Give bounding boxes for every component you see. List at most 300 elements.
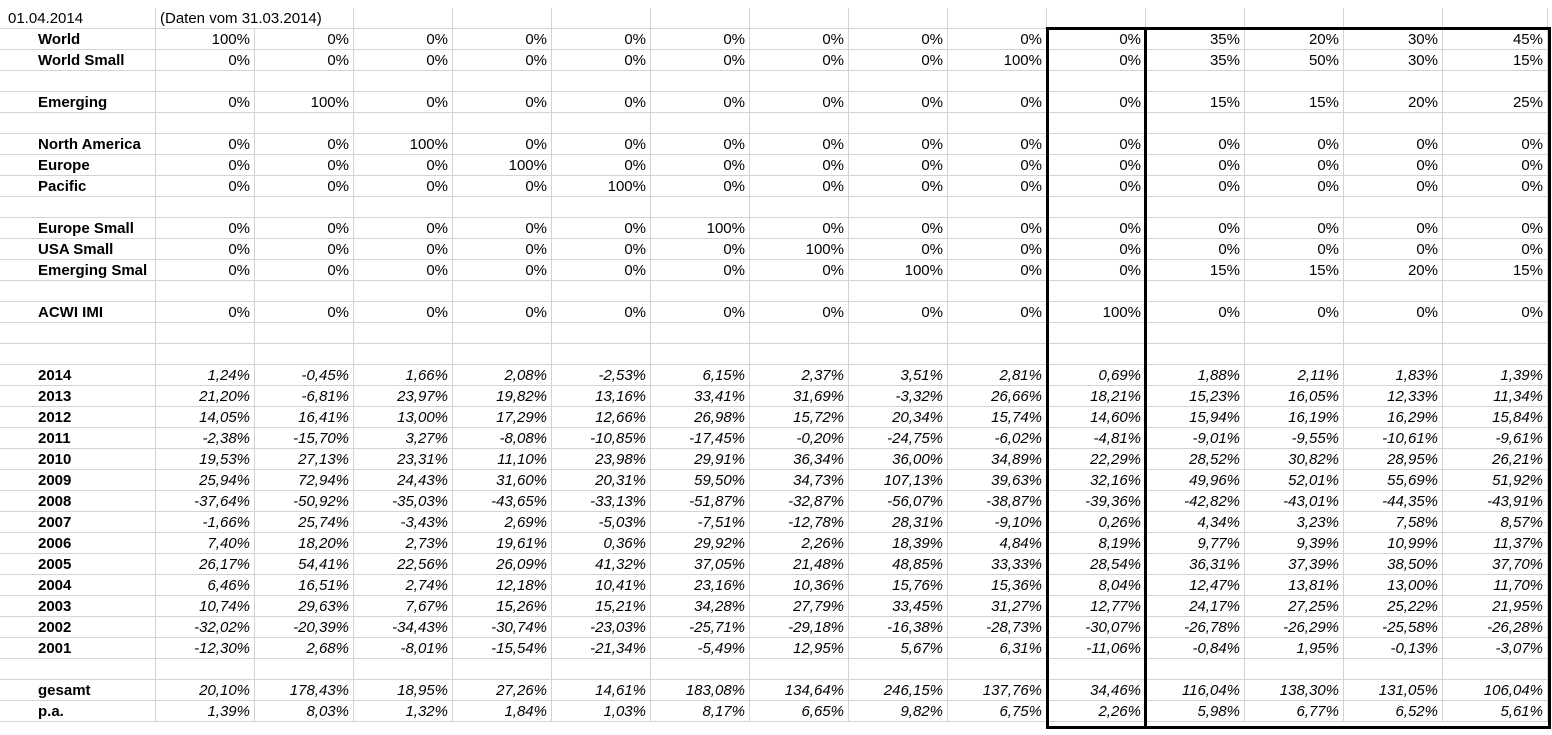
- return-cell[interactable]: 16,51%: [255, 575, 354, 596]
- empty-cell[interactable]: [1443, 281, 1548, 302]
- empty-cell[interactable]: [255, 71, 354, 92]
- return-cell[interactable]: -0,84%: [1146, 638, 1245, 659]
- empty-cell[interactable]: [1146, 113, 1245, 134]
- empty-cell[interactable]: [651, 659, 750, 680]
- return-cell[interactable]: 2,73%: [354, 533, 453, 554]
- value-cell[interactable]: 0%: [156, 302, 255, 323]
- empty-cell[interactable]: [552, 71, 651, 92]
- return-cell[interactable]: 59,50%: [651, 470, 750, 491]
- year-label[interactable]: 2002: [0, 617, 156, 638]
- value-cell[interactable]: 0%: [1245, 239, 1344, 260]
- empty-cell[interactable]: [1344, 344, 1443, 365]
- value-cell[interactable]: 0%: [156, 155, 255, 176]
- value-cell[interactable]: 100%: [1047, 302, 1146, 323]
- return-cell[interactable]: -21,34%: [552, 638, 651, 659]
- value-cell[interactable]: 0%: [354, 50, 453, 71]
- empty-cell[interactable]: [1443, 113, 1548, 134]
- return-cell[interactable]: 20,31%: [552, 470, 651, 491]
- value-cell[interactable]: 0%: [849, 302, 948, 323]
- empty-cell[interactable]: [948, 659, 1047, 680]
- summary-cell[interactable]: 5,98%: [1146, 701, 1245, 722]
- value-cell[interactable]: 0%: [255, 134, 354, 155]
- empty-cell[interactable]: [750, 71, 849, 92]
- empty-cell[interactable]: [948, 8, 1047, 29]
- return-cell[interactable]: 27,79%: [750, 596, 849, 617]
- empty-cell[interactable]: [948, 281, 1047, 302]
- return-cell[interactable]: -17,45%: [651, 428, 750, 449]
- return-cell[interactable]: -32,02%: [156, 617, 255, 638]
- return-cell[interactable]: 10,36%: [750, 575, 849, 596]
- return-cell[interactable]: 12,66%: [552, 407, 651, 428]
- return-cell[interactable]: -44,35%: [1344, 491, 1443, 512]
- return-cell[interactable]: 17,29%: [453, 407, 552, 428]
- row-label[interactable]: World: [0, 29, 156, 50]
- empty-cell[interactable]: [552, 197, 651, 218]
- summary-cell[interactable]: 246,15%: [849, 680, 948, 701]
- value-cell[interactable]: 0%: [1443, 134, 1548, 155]
- row-label[interactable]: World Small: [0, 50, 156, 71]
- value-cell[interactable]: 0%: [453, 302, 552, 323]
- empty-cell[interactable]: [255, 344, 354, 365]
- empty-cell[interactable]: [156, 71, 255, 92]
- return-cell[interactable]: -16,38%: [849, 617, 948, 638]
- summary-cell[interactable]: 131,05%: [1344, 680, 1443, 701]
- return-cell[interactable]: 19,61%: [453, 533, 552, 554]
- empty-cell[interactable]: [1047, 344, 1146, 365]
- value-cell[interactable]: 0%: [849, 176, 948, 197]
- value-cell[interactable]: 15%: [1443, 260, 1548, 281]
- return-cell[interactable]: 3,23%: [1245, 512, 1344, 533]
- empty-cell[interactable]: [1146, 281, 1245, 302]
- return-cell[interactable]: -3,43%: [354, 512, 453, 533]
- return-cell[interactable]: 27,13%: [255, 449, 354, 470]
- return-cell[interactable]: -34,43%: [354, 617, 453, 638]
- row-label[interactable]: ACWI IMI: [0, 302, 156, 323]
- row-label[interactable]: Pacific: [0, 176, 156, 197]
- year-label[interactable]: 2011: [0, 428, 156, 449]
- summary-cell[interactable]: 5,61%: [1443, 701, 1548, 722]
- empty-cell[interactable]: [750, 659, 849, 680]
- value-cell[interactable]: 100%: [651, 218, 750, 239]
- empty-cell[interactable]: [1146, 197, 1245, 218]
- value-cell[interactable]: 0%: [651, 50, 750, 71]
- return-cell[interactable]: 1,95%: [1245, 638, 1344, 659]
- value-cell[interactable]: 15%: [1146, 260, 1245, 281]
- empty-cell[interactable]: [1146, 8, 1245, 29]
- row-label[interactable]: USA Small: [0, 239, 156, 260]
- return-cell[interactable]: 54,41%: [255, 554, 354, 575]
- value-cell[interactable]: 20%: [1245, 29, 1344, 50]
- return-cell[interactable]: 51,92%: [1443, 470, 1548, 491]
- value-cell[interactable]: 0%: [1245, 134, 1344, 155]
- empty-cell[interactable]: [354, 8, 453, 29]
- summary-cell[interactable]: 1,84%: [453, 701, 552, 722]
- empty-cell[interactable]: [948, 344, 1047, 365]
- summary-cell[interactable]: 6,77%: [1245, 701, 1344, 722]
- empty-cell[interactable]: [1047, 197, 1146, 218]
- empty-cell[interactable]: [750, 281, 849, 302]
- empty-cell[interactable]: [1245, 8, 1344, 29]
- return-cell[interactable]: -43,01%: [1245, 491, 1344, 512]
- value-cell[interactable]: 0%: [354, 239, 453, 260]
- value-cell[interactable]: 100%: [255, 92, 354, 113]
- value-cell[interactable]: 15%: [1245, 92, 1344, 113]
- empty-cell[interactable]: [255, 659, 354, 680]
- empty-cell[interactable]: [552, 344, 651, 365]
- return-cell[interactable]: -29,18%: [750, 617, 849, 638]
- return-cell[interactable]: -12,78%: [750, 512, 849, 533]
- value-cell[interactable]: 100%: [453, 155, 552, 176]
- year-label[interactable]: 2013: [0, 386, 156, 407]
- return-cell[interactable]: 18,21%: [1047, 386, 1146, 407]
- empty-cell[interactable]: [156, 281, 255, 302]
- return-cell[interactable]: -5,49%: [651, 638, 750, 659]
- value-cell[interactable]: 0%: [255, 176, 354, 197]
- return-cell[interactable]: 8,04%: [1047, 575, 1146, 596]
- return-cell[interactable]: -9,55%: [1245, 428, 1344, 449]
- return-cell[interactable]: -11,06%: [1047, 638, 1146, 659]
- value-cell[interactable]: 0%: [255, 302, 354, 323]
- summary-label[interactable]: gesamt: [0, 680, 156, 701]
- year-label[interactable]: 2001: [0, 638, 156, 659]
- value-cell[interactable]: 0%: [552, 92, 651, 113]
- return-cell[interactable]: 27,25%: [1245, 596, 1344, 617]
- return-cell[interactable]: 14,60%: [1047, 407, 1146, 428]
- value-cell[interactable]: 0%: [453, 218, 552, 239]
- year-label[interactable]: 2010: [0, 449, 156, 470]
- return-cell[interactable]: 31,69%: [750, 386, 849, 407]
- value-cell[interactable]: 0%: [948, 218, 1047, 239]
- return-cell[interactable]: 29,92%: [651, 533, 750, 554]
- return-cell[interactable]: -15,54%: [453, 638, 552, 659]
- empty-cell[interactable]: [1047, 281, 1146, 302]
- value-cell[interactable]: 0%: [1146, 155, 1245, 176]
- return-cell[interactable]: 52,01%: [1245, 470, 1344, 491]
- return-cell[interactable]: 21,20%: [156, 386, 255, 407]
- return-cell[interactable]: 15,74%: [948, 407, 1047, 428]
- return-cell[interactable]: 49,96%: [1146, 470, 1245, 491]
- value-cell[interactable]: 30%: [1344, 29, 1443, 50]
- empty-cell[interactable]: [1443, 71, 1548, 92]
- return-cell[interactable]: -1,66%: [156, 512, 255, 533]
- return-cell[interactable]: 16,41%: [255, 407, 354, 428]
- return-cell[interactable]: 33,45%: [849, 596, 948, 617]
- value-cell[interactable]: 0%: [552, 50, 651, 71]
- return-cell[interactable]: -26,29%: [1245, 617, 1344, 638]
- return-cell[interactable]: 2,37%: [750, 365, 849, 386]
- value-cell[interactable]: 0%: [255, 155, 354, 176]
- return-cell[interactable]: 15,72%: [750, 407, 849, 428]
- return-cell[interactable]: 33,41%: [651, 386, 750, 407]
- empty-cell[interactable]: [1245, 323, 1344, 344]
- empty-cell[interactable]: [1344, 8, 1443, 29]
- return-cell[interactable]: 30,82%: [1245, 449, 1344, 470]
- empty-cell[interactable]: [849, 323, 948, 344]
- value-cell[interactable]: 0%: [849, 155, 948, 176]
- return-cell[interactable]: -3,32%: [849, 386, 948, 407]
- value-cell[interactable]: 0%: [651, 29, 750, 50]
- empty-cell[interactable]: [453, 113, 552, 134]
- value-cell[interactable]: 0%: [651, 134, 750, 155]
- return-cell[interactable]: -15,70%: [255, 428, 354, 449]
- summary-cell[interactable]: 8,17%: [651, 701, 750, 722]
- year-label[interactable]: 2009: [0, 470, 156, 491]
- empty-cell[interactable]: [1146, 344, 1245, 365]
- return-cell[interactable]: 36,34%: [750, 449, 849, 470]
- empty-cell[interactable]: [1344, 71, 1443, 92]
- value-cell[interactable]: 0%: [552, 239, 651, 260]
- empty-cell[interactable]: [0, 323, 156, 344]
- empty-cell[interactable]: [1245, 197, 1344, 218]
- return-cell[interactable]: 14,05%: [156, 407, 255, 428]
- empty-cell[interactable]: [255, 113, 354, 134]
- summary-cell[interactable]: 27,26%: [453, 680, 552, 701]
- value-cell[interactable]: 0%: [1047, 92, 1146, 113]
- empty-cell[interactable]: [453, 659, 552, 680]
- return-cell[interactable]: -26,78%: [1146, 617, 1245, 638]
- empty-cell[interactable]: [849, 113, 948, 134]
- value-cell[interactable]: 0%: [354, 260, 453, 281]
- row-label[interactable]: Europe: [0, 155, 156, 176]
- return-cell[interactable]: 3,27%: [354, 428, 453, 449]
- value-cell[interactable]: 0%: [156, 176, 255, 197]
- value-cell[interactable]: 0%: [453, 29, 552, 50]
- return-cell[interactable]: -26,28%: [1443, 617, 1548, 638]
- return-cell[interactable]: 12,47%: [1146, 575, 1245, 596]
- empty-cell[interactable]: [552, 281, 651, 302]
- summary-cell[interactable]: 14,61%: [552, 680, 651, 701]
- empty-cell[interactable]: [1344, 659, 1443, 680]
- return-cell[interactable]: 39,63%: [948, 470, 1047, 491]
- return-cell[interactable]: 6,31%: [948, 638, 1047, 659]
- summary-cell[interactable]: 20,10%: [156, 680, 255, 701]
- empty-cell[interactable]: [750, 323, 849, 344]
- return-cell[interactable]: 32,16%: [1047, 470, 1146, 491]
- return-cell[interactable]: 34,73%: [750, 470, 849, 491]
- return-cell[interactable]: -5,03%: [552, 512, 651, 533]
- value-cell[interactable]: 0%: [849, 134, 948, 155]
- return-cell[interactable]: 1,66%: [354, 365, 453, 386]
- return-cell[interactable]: -4,81%: [1047, 428, 1146, 449]
- value-cell[interactable]: 0%: [1146, 218, 1245, 239]
- empty-cell[interactable]: [1344, 323, 1443, 344]
- value-cell[interactable]: 35%: [1146, 50, 1245, 71]
- empty-cell[interactable]: [453, 344, 552, 365]
- empty-cell[interactable]: [1047, 8, 1146, 29]
- value-cell[interactable]: 45%: [1443, 29, 1548, 50]
- value-cell[interactable]: 0%: [1443, 155, 1548, 176]
- empty-cell[interactable]: [354, 197, 453, 218]
- empty-cell[interactable]: [1047, 659, 1146, 680]
- return-cell[interactable]: 36,31%: [1146, 554, 1245, 575]
- return-cell[interactable]: -28,73%: [948, 617, 1047, 638]
- value-cell[interactable]: 0%: [1047, 176, 1146, 197]
- return-cell[interactable]: 34,28%: [651, 596, 750, 617]
- return-cell[interactable]: 18,39%: [849, 533, 948, 554]
- return-cell[interactable]: 23,98%: [552, 449, 651, 470]
- value-cell[interactable]: 15%: [1146, 92, 1245, 113]
- return-cell[interactable]: 15,36%: [948, 575, 1047, 596]
- return-cell[interactable]: -0,45%: [255, 365, 354, 386]
- return-cell[interactable]: 16,19%: [1245, 407, 1344, 428]
- empty-cell[interactable]: [1146, 323, 1245, 344]
- return-cell[interactable]: 25,94%: [156, 470, 255, 491]
- value-cell[interactable]: 0%: [849, 239, 948, 260]
- row-label[interactable]: Europe Small: [0, 218, 156, 239]
- return-cell[interactable]: 16,05%: [1245, 386, 1344, 407]
- empty-cell[interactable]: [1245, 344, 1344, 365]
- value-cell[interactable]: 0%: [750, 134, 849, 155]
- value-cell[interactable]: 15%: [1245, 260, 1344, 281]
- return-cell[interactable]: -23,03%: [552, 617, 651, 638]
- empty-cell[interactable]: [1146, 659, 1245, 680]
- return-cell[interactable]: 5,67%: [849, 638, 948, 659]
- data-note-cell[interactable]: (Daten vom 31.03.2014): [156, 8, 354, 29]
- value-cell[interactable]: 0%: [552, 302, 651, 323]
- return-cell[interactable]: 11,37%: [1443, 533, 1548, 554]
- return-cell[interactable]: 21,95%: [1443, 596, 1548, 617]
- empty-cell[interactable]: [948, 197, 1047, 218]
- return-cell[interactable]: -30,07%: [1047, 617, 1146, 638]
- empty-cell[interactable]: [156, 344, 255, 365]
- value-cell[interactable]: 0%: [849, 92, 948, 113]
- return-cell[interactable]: 29,91%: [651, 449, 750, 470]
- summary-cell[interactable]: 138,30%: [1245, 680, 1344, 701]
- value-cell[interactable]: 0%: [255, 239, 354, 260]
- empty-cell[interactable]: [1344, 281, 1443, 302]
- empty-cell[interactable]: [354, 323, 453, 344]
- value-cell[interactable]: 0%: [453, 50, 552, 71]
- return-cell[interactable]: 2,68%: [255, 638, 354, 659]
- empty-cell[interactable]: [453, 71, 552, 92]
- value-cell[interactable]: 0%: [750, 155, 849, 176]
- return-cell[interactable]: 31,60%: [453, 470, 552, 491]
- value-cell[interactable]: 0%: [1047, 50, 1146, 71]
- value-cell[interactable]: 0%: [1344, 302, 1443, 323]
- value-cell[interactable]: 0%: [453, 134, 552, 155]
- return-cell[interactable]: 15,94%: [1146, 407, 1245, 428]
- value-cell[interactable]: 0%: [1047, 260, 1146, 281]
- value-cell[interactable]: 0%: [1344, 218, 1443, 239]
- value-cell[interactable]: 0%: [255, 50, 354, 71]
- return-cell[interactable]: -10,61%: [1344, 428, 1443, 449]
- value-cell[interactable]: 0%: [453, 239, 552, 260]
- return-cell[interactable]: 15,21%: [552, 596, 651, 617]
- value-cell[interactable]: 0%: [948, 92, 1047, 113]
- row-label[interactable]: North America: [0, 134, 156, 155]
- return-cell[interactable]: 13,16%: [552, 386, 651, 407]
- empty-cell[interactable]: [1047, 113, 1146, 134]
- return-cell[interactable]: -7,51%: [651, 512, 750, 533]
- value-cell[interactable]: 30%: [1344, 50, 1443, 71]
- summary-cell[interactable]: 183,08%: [651, 680, 750, 701]
- empty-cell[interactable]: [354, 344, 453, 365]
- year-label[interactable]: 2006: [0, 533, 156, 554]
- value-cell[interactable]: 20%: [1344, 260, 1443, 281]
- empty-cell[interactable]: [948, 323, 1047, 344]
- return-cell[interactable]: 26,09%: [453, 554, 552, 575]
- value-cell[interactable]: 35%: [1146, 29, 1245, 50]
- return-cell[interactable]: 38,50%: [1344, 554, 1443, 575]
- empty-cell[interactable]: [354, 71, 453, 92]
- return-cell[interactable]: 15,26%: [453, 596, 552, 617]
- return-cell[interactable]: 15,84%: [1443, 407, 1548, 428]
- value-cell[interactable]: 0%: [948, 134, 1047, 155]
- summary-cell[interactable]: 1,32%: [354, 701, 453, 722]
- return-cell[interactable]: 15,23%: [1146, 386, 1245, 407]
- value-cell[interactable]: 0%: [354, 155, 453, 176]
- return-cell[interactable]: 1,24%: [156, 365, 255, 386]
- return-cell[interactable]: -33,13%: [552, 491, 651, 512]
- return-cell[interactable]: -12,30%: [156, 638, 255, 659]
- empty-cell[interactable]: [255, 281, 354, 302]
- return-cell[interactable]: -10,85%: [552, 428, 651, 449]
- value-cell[interactable]: 0%: [849, 50, 948, 71]
- value-cell[interactable]: 0%: [453, 176, 552, 197]
- return-cell[interactable]: 11,34%: [1443, 386, 1548, 407]
- empty-cell[interactable]: [651, 113, 750, 134]
- value-cell[interactable]: 0%: [156, 92, 255, 113]
- value-cell[interactable]: 0%: [1443, 218, 1548, 239]
- return-cell[interactable]: 26,98%: [651, 407, 750, 428]
- return-cell[interactable]: 18,20%: [255, 533, 354, 554]
- summary-cell[interactable]: 34,46%: [1047, 680, 1146, 701]
- value-cell[interactable]: 0%: [255, 29, 354, 50]
- return-cell[interactable]: -32,87%: [750, 491, 849, 512]
- value-cell[interactable]: 20%: [1344, 92, 1443, 113]
- year-label[interactable]: 2012: [0, 407, 156, 428]
- value-cell[interactable]: 0%: [651, 239, 750, 260]
- return-cell[interactable]: -35,03%: [354, 491, 453, 512]
- empty-cell[interactable]: [849, 281, 948, 302]
- return-cell[interactable]: 48,85%: [849, 554, 948, 575]
- empty-cell[interactable]: [255, 323, 354, 344]
- value-cell[interactable]: 0%: [750, 260, 849, 281]
- year-label[interactable]: 2004: [0, 575, 156, 596]
- empty-cell[interactable]: [948, 71, 1047, 92]
- return-cell[interactable]: 2,81%: [948, 365, 1047, 386]
- empty-cell[interactable]: [651, 344, 750, 365]
- empty-cell[interactable]: [1245, 113, 1344, 134]
- empty-cell[interactable]: [1344, 197, 1443, 218]
- date-cell[interactable]: 01.04.2014: [0, 8, 156, 29]
- value-cell[interactable]: 0%: [1245, 302, 1344, 323]
- value-cell[interactable]: 0%: [1443, 239, 1548, 260]
- empty-cell[interactable]: [750, 8, 849, 29]
- value-cell[interactable]: 0%: [1047, 155, 1146, 176]
- return-cell[interactable]: 22,29%: [1047, 449, 1146, 470]
- return-cell[interactable]: -8,01%: [354, 638, 453, 659]
- return-cell[interactable]: 2,74%: [354, 575, 453, 596]
- return-cell[interactable]: 33,33%: [948, 554, 1047, 575]
- value-cell[interactable]: 0%: [156, 218, 255, 239]
- empty-cell[interactable]: [651, 323, 750, 344]
- value-cell[interactable]: 0%: [255, 218, 354, 239]
- return-cell[interactable]: 11,70%: [1443, 575, 1548, 596]
- value-cell[interactable]: 0%: [354, 176, 453, 197]
- return-cell[interactable]: 3,51%: [849, 365, 948, 386]
- return-cell[interactable]: -0,20%: [750, 428, 849, 449]
- value-cell[interactable]: 0%: [1443, 302, 1548, 323]
- value-cell[interactable]: 0%: [750, 302, 849, 323]
- value-cell[interactable]: 0%: [156, 50, 255, 71]
- summary-cell[interactable]: 1,39%: [156, 701, 255, 722]
- return-cell[interactable]: 10,41%: [552, 575, 651, 596]
- empty-cell[interactable]: [0, 71, 156, 92]
- summary-cell[interactable]: 137,76%: [948, 680, 1047, 701]
- empty-cell[interactable]: [651, 8, 750, 29]
- value-cell[interactable]: 0%: [1245, 176, 1344, 197]
